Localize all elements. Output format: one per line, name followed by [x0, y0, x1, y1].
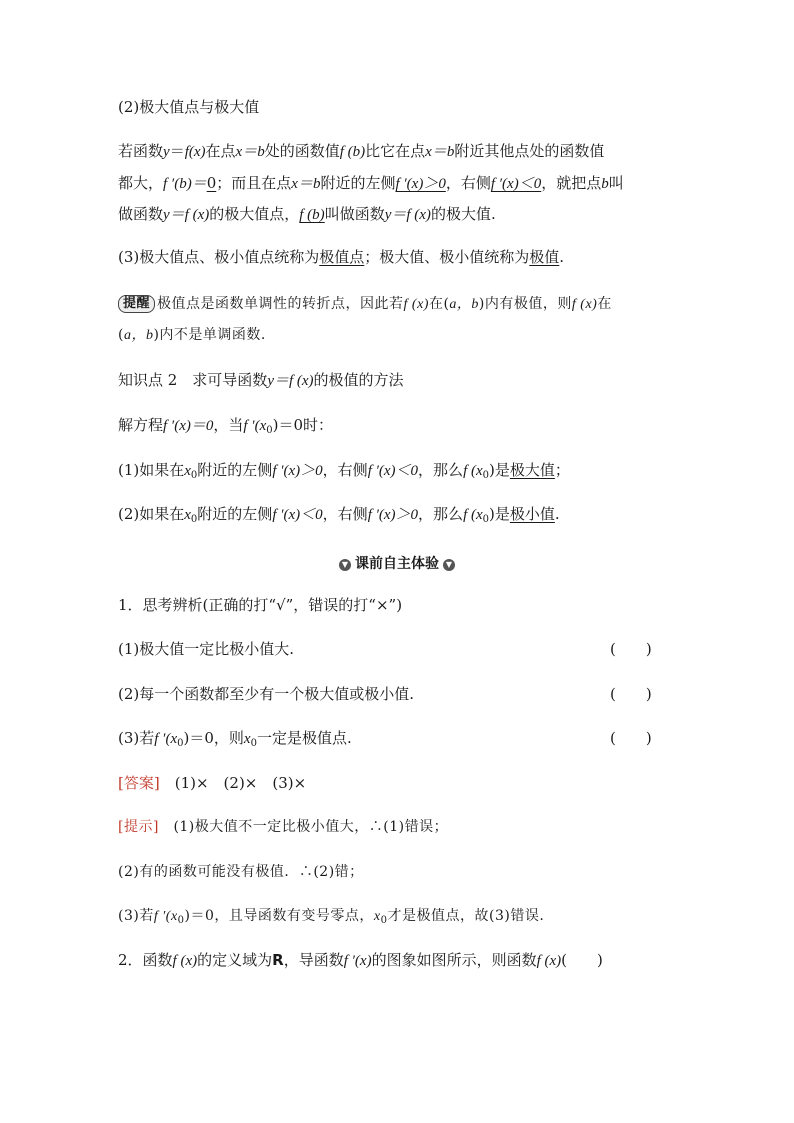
text-span: 附近的左侧 — [320, 174, 396, 192]
text-span: (2)极大值点与极大值 — [118, 98, 260, 116]
section-title: 课前自主体验 — [355, 556, 439, 572]
paragraph-line-1 — [118, 140, 604, 163]
chevron-down-icon: ▼ — [443, 559, 455, 571]
text-span: 0 — [190, 514, 198, 525]
text-span: 处的函数值 — [264, 142, 340, 160]
case-2-line — [118, 503, 560, 526]
question-1-item-1 — [118, 638, 294, 660]
section-header — [0, 553, 794, 573]
question-1-item-2 — [118, 683, 414, 705]
tip-line-2 — [118, 324, 266, 347]
text-span: 才是极值点，故(3)错误. — [387, 908, 545, 924]
text-span: 的图象如图所示，则函数 — [371, 951, 537, 969]
text-span: (3)极大值点、极小值点统称为 — [118, 248, 320, 266]
text-span: (3)若 — [118, 908, 154, 924]
text-span: f ′(x) — [343, 953, 372, 969]
text-span: . — [559, 248, 565, 266]
text-span: f (x — [463, 463, 483, 479]
text-span: (2)每一个函数都至少有一个极大值或极小值. — [118, 685, 415, 703]
text-span: )＝0 — [272, 416, 304, 434]
paragraph-line-2 — [118, 172, 624, 195]
text-span: x — [184, 463, 191, 479]
hint-label: [提示] — [118, 819, 159, 835]
text-span: (1)极大值一定比极小值大. — [118, 640, 295, 658]
text-span: 0 — [266, 425, 273, 436]
text-span: ( — [118, 327, 124, 343]
text-span: f ′(x)＜0 — [272, 507, 323, 523]
tip-badge: 提醒 — [118, 295, 155, 313]
question-2-line — [118, 949, 603, 972]
text-span: y＝f (x) — [384, 207, 431, 223]
case-1-line — [118, 459, 570, 482]
text-span: ，右侧 — [322, 505, 368, 523]
text-span: ，导函数 — [283, 951, 344, 969]
text-span: ，那么 — [418, 505, 464, 523]
hint-line-3 — [118, 905, 544, 928]
text-span: ； — [554, 461, 570, 479]
text-span: 2．函数 — [118, 951, 173, 969]
text-span: 0 — [482, 514, 490, 525]
text-span: 时： — [303, 416, 334, 434]
text-span: b — [601, 176, 609, 192]
answer-label: [答案] — [118, 774, 160, 792]
answer-blank-1[interactable]: ( ) — [610, 640, 652, 658]
tip-line-1 — [118, 293, 612, 316]
text-span: ，那么 — [418, 461, 464, 479]
text-span: f (x) — [571, 297, 598, 312]
text-span: . — [554, 505, 560, 523]
text-span: 叫做函数 — [324, 205, 385, 223]
text-span: 在点 — [205, 142, 236, 160]
text-span: )是 — [489, 505, 510, 523]
text-span: 在( — [428, 296, 450, 312]
text-span: f ′(x)＞0 — [367, 507, 419, 523]
text-span: a，b — [123, 328, 154, 343]
text-span: 比它在点 — [365, 142, 426, 160]
text-span: (2)如果在 — [118, 505, 185, 523]
text-span: )＝0，则 — [183, 729, 244, 747]
text-span: 0 — [250, 738, 257, 749]
section-2-heading — [118, 96, 259, 118]
text-span: 在 — [597, 296, 612, 312]
blank-extreme-value: 极值 — [529, 248, 560, 266]
text-span: 极值点是函数单调性的转折点，因此若 — [157, 296, 404, 312]
text-span: 1．思考辨析(正确的打“√”，错误的打“×”) — [118, 596, 403, 614]
text-span: 附近的左侧 — [197, 461, 273, 479]
text-span: f ′(x)＜0 — [367, 463, 419, 479]
text-span: f — [184, 144, 189, 160]
text-span: 都大， — [118, 174, 164, 192]
text-span: ＝ — [169, 142, 185, 160]
text-span: f ′(x — [153, 909, 178, 924]
text-span: f ′(x — [154, 731, 178, 747]
question-1-title — [118, 594, 402, 616]
text-span: ；极大值、极小值统称为 — [364, 248, 530, 266]
text-span: )内有极值，则 — [478, 296, 572, 312]
text-span: 做函数 — [118, 205, 164, 223]
text-span: 的极值的方法 — [313, 371, 404, 389]
text-span: x — [373, 909, 381, 924]
blank-extreme-point: 极值点 — [319, 248, 365, 266]
text-span: 一定是极值点. — [256, 729, 352, 747]
answer-blank-3[interactable]: ( ) — [610, 729, 652, 747]
text-span: ；而且在点 — [216, 174, 292, 192]
text-span: x — [243, 731, 251, 747]
hint-line-1 — [118, 816, 448, 838]
text-span: (x) — [188, 144, 206, 160]
text-span: 的极大值点， — [209, 205, 300, 223]
text-span: 附近的左侧 — [197, 505, 273, 523]
chevron-down-icon: ▼ — [339, 559, 351, 571]
blank-zero: 0 — [206, 174, 217, 192]
text-span: (2)有的函数可能没有极值．∴(2)错； — [118, 864, 364, 880]
text-span: R — [272, 951, 284, 969]
text-span: (1)如果在 — [118, 461, 185, 479]
text-span: f (x — [463, 507, 483, 523]
text-span: f (x) — [536, 953, 562, 969]
text-span: 0 — [190, 470, 198, 481]
text-span: f ′(b)＝ — [163, 176, 207, 192]
text-span: 0 — [380, 915, 388, 926]
text-span: 的定义域为 — [197, 951, 273, 969]
text-span: (1)× (2)× (3)× — [174, 774, 307, 792]
text-span: 0 — [177, 915, 185, 926]
text-span: f ′(x)＞0 — [272, 463, 323, 479]
text-span: y＝f (x) — [267, 373, 314, 389]
text-span: x — [184, 507, 191, 523]
text-span: f (b) — [339, 144, 366, 160]
text-span: 0 — [482, 470, 490, 481]
text-span: 附近其他点处的函数值 — [454, 142, 605, 160]
solve-line — [118, 414, 333, 437]
blank-right-condition: f ′(x)＜0 — [490, 176, 542, 192]
blank-max-value: f (b) — [299, 207, 325, 223]
text-span: ，右侧 — [445, 174, 491, 192]
blank-minimum: 极小值 — [509, 505, 555, 523]
text-span: f ′(x)＝0 — [163, 418, 214, 434]
text-span: 叫 — [608, 174, 624, 192]
text-span: ( ) — [561, 951, 603, 969]
text-span: 解方程 — [118, 416, 164, 434]
question-1-item-3 — [118, 727, 352, 750]
hint-line-2 — [118, 861, 364, 883]
answer-line — [118, 772, 306, 794]
text-span: x＝b — [235, 144, 265, 160]
text-span: f ′(x — [243, 418, 267, 434]
text-span: )＝0，且导函数有变号零点， — [184, 908, 374, 924]
text-span: f (x) — [172, 953, 198, 969]
text-span: f (x) — [403, 297, 429, 312]
text-span: (3)若 — [118, 729, 155, 747]
text-span: ，就把点 — [541, 174, 602, 192]
text-span: a，b — [449, 297, 479, 312]
blank-left-condition: f ′(x)＞0 — [395, 176, 446, 192]
text-span: 的极大值. — [430, 205, 496, 223]
text-span: y — [163, 144, 170, 160]
blank-maximum: 极大值 — [509, 461, 555, 479]
text-span: x＝b — [291, 176, 321, 192]
text-span: ，右侧 — [322, 461, 368, 479]
text-span: y＝f (x) — [163, 207, 210, 223]
knowledge-point-2-heading — [118, 369, 404, 392]
text-span: )是 — [489, 461, 510, 479]
text-span: 若函数 — [118, 142, 164, 160]
section-3-line — [118, 246, 564, 268]
text-span: x＝b — [425, 144, 455, 160]
text-span: (1)极大值不一定比极小值大，∴(1)错误； — [173, 819, 449, 835]
text-span: ，当 — [213, 416, 244, 434]
text-span: 知识点 2 求可导函数 — [118, 371, 268, 389]
answer-blank-2[interactable]: ( ) — [610, 685, 652, 703]
text-span: )内不是单调函数. — [153, 327, 266, 343]
text-span: 0 — [177, 738, 184, 749]
paragraph-line-3 — [118, 203, 496, 226]
